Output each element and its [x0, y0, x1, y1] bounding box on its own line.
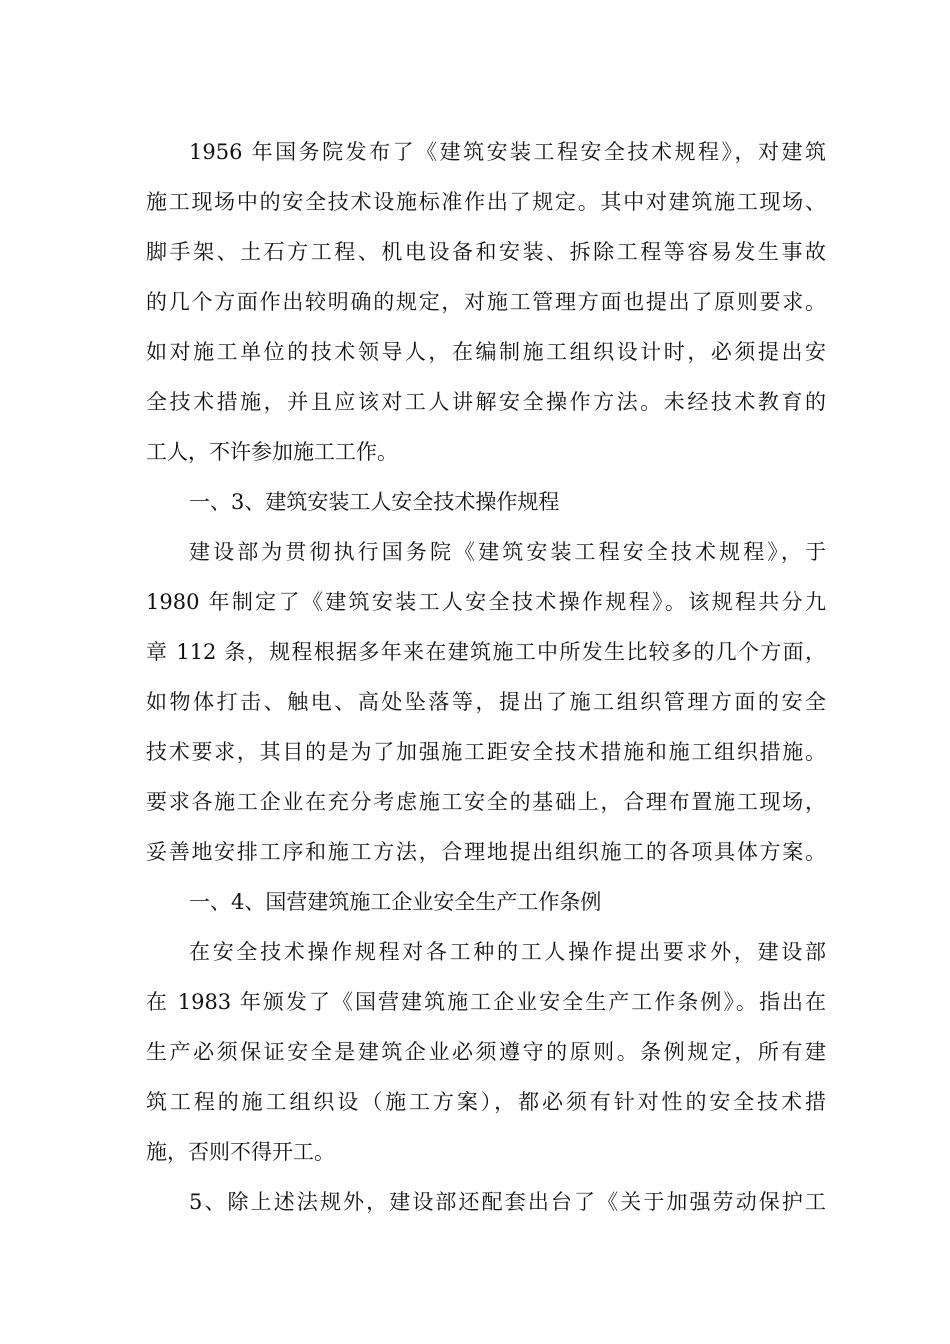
paragraph-line: 施，否则不得开工。 [146, 1140, 335, 1164]
paragraph-line: 如对施工单位的技术领导人，在编制施工组织设计时，必须提出安 [146, 340, 826, 364]
paragraph-line: 如物体打击、触电、高处坠落等，提出了施工组织管理方面的安全 [146, 690, 826, 714]
section-heading: 一、4、国营建筑施工企业安全生产工作条例 [189, 890, 602, 914]
paragraph-line: 在安全技术操作规程对各工种的工人操作提出要求外，建设部 [189, 940, 826, 964]
paragraph-line: 1980 年制定了《建筑安装工人安全技术操作规程》。该规程共分九 [146, 590, 826, 614]
paragraph-line: 脚手架、土石方工程、机电设备和安装、拆除工程等容易发生事故 [146, 240, 826, 264]
paragraph-line: 妥善地安排工序和施工方法，合理地提出组织施工的各项具体方案。 [146, 840, 826, 864]
paragraph-line: 1956 年国务院发布了《建筑安装工程安全技术规程》，对建筑 [189, 140, 826, 164]
paragraph-line: 技术要求，其目的是为了加强施工距安全技术措施和施工组织措施。 [146, 740, 826, 764]
paragraph-line: 章 112 条，规程根据多年来在建筑施工中所发生比较多的几个方面， [146, 640, 826, 664]
paragraph-line: 筑工程的施工组织设（施工方案），都必须有针对性的安全技术措 [146, 1090, 826, 1114]
paragraph-line: 生产必须保证安全是建筑企业必须遵守的原则。条例规定，所有建 [146, 1040, 826, 1064]
paragraph-line: 要求各施工企业在充分考虑施工安全的基础上，合理布置施工现场， [146, 790, 826, 814]
paragraph-line: 工人，不许参加施工工作。 [146, 440, 398, 464]
paragraph-line: 全技术措施，并且应该对工人讲解安全操作方法。未经技术教育的 [146, 390, 826, 414]
section-heading: 一、3、建筑安装工人安全技术操作规程 [189, 490, 560, 514]
paragraph-line: 的几个方面作出较明确的规定，对施工管理方面也提出了原则要求。 [146, 290, 826, 314]
paragraph-line: 建设部为贯彻执行国务院《建筑安装工程安全技术规程》，于 [189, 540, 826, 564]
paragraph-line: 在 1983 年颁发了《国营建筑施工企业安全生产工作条例》。指出在 [146, 990, 826, 1014]
paragraph-line: 施工现场中的安全技术设施标准作出了规定。其中对建筑施工现场、 [146, 190, 826, 214]
paragraph-line: 5、除上述法规外，建设部还配套出台了《关于加强劳动保护工 [189, 1190, 826, 1214]
